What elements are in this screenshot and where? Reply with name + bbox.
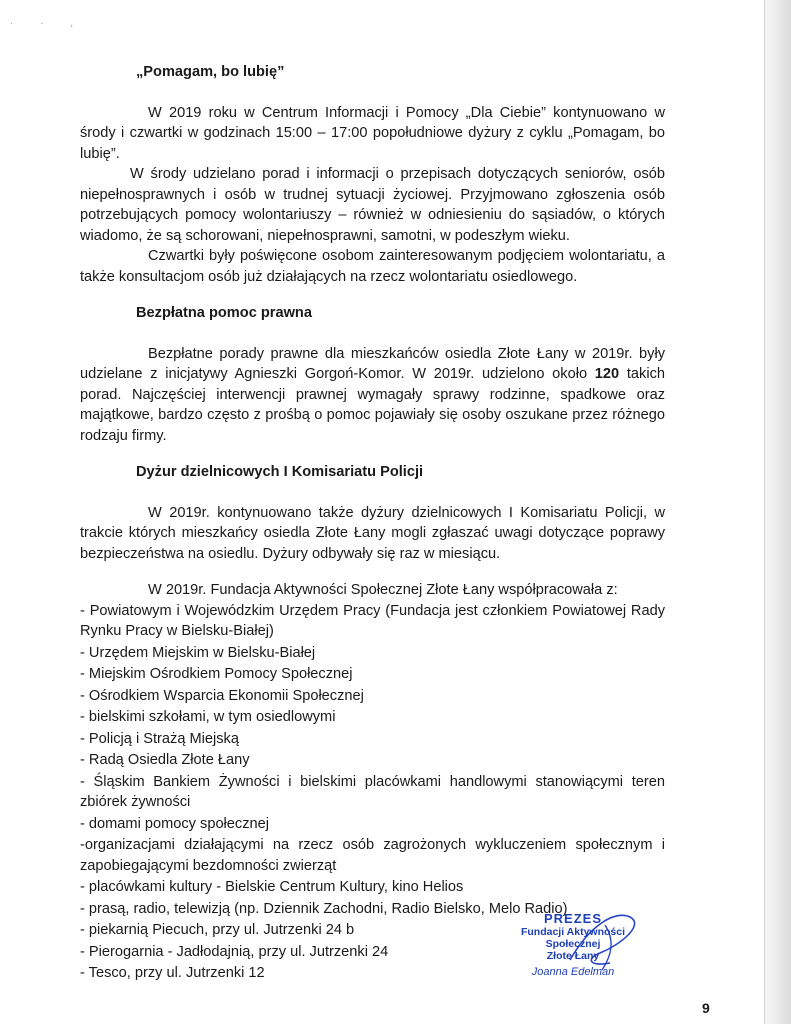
paragraph-legal-aid [80, 344, 665, 447]
cooperation-item: - Radą Osiedla Złote Łany [80, 752, 250, 768]
stamp-title: PREZES [543, 911, 602, 926]
cooperation-item: - Urzędem Miejskim w Bielsku-Białej [80, 644, 316, 661]
section-heading-pomagam: „Pomagam, bo lubię” [136, 64, 285, 80]
paragraph-pomagam-intro: W 2019 roku w Centrum Informacji i Pomocy „Dla Ciebie” kontynuowano w środy i czwartki w godzinach 15:00 – 17:00 popołudniowe dyżury z cyklu „Pomagam, bo lubię”. [80, 104, 665, 162]
scan-page-edge [764, 0, 791, 1024]
paragraph-police: W 2019r. kontynuowano także dyżury dzielnicowych I Komisariatu Policji, w trakcie których mieszkańcy osiedla Złote Łany mogli zgłaszać uwagi dotyczące poprawy bezpieczeństwa na osiedlu. Dyżury odbywały się raz w miesiącu. [80, 504, 665, 562]
cooperation-item: - Tesco, przy ul. Jutrzenki 12 [80, 965, 265, 981]
section-heading-legal-aid: Bezpłatna pomoc prawna [136, 305, 312, 321]
paragraph-thursdays: Czwartki były poświęcone osobom zainteresowanym podjęciem wolontariatu, a także konsultacjom osób już działających na rzecz wolontariatu osiedlowego. [80, 248, 665, 285]
section-heading-police: Dyżur dzielnicowych I Komisariatu Policji [136, 464, 424, 480]
cooperation-item: - piekarnią Piecuch, przy ul. Jutrzenki 24 b [80, 922, 355, 938]
cooperation-item: - Pierogarnia - Jadłodajnią, przy ul. Jutrzenki 24 [80, 943, 389, 960]
signature-stamp [498, 912, 648, 980]
cooperation-item: - bielskimi szkołami, w tym osiedlowymi [80, 709, 336, 725]
scan-artifact: · · , [10, 18, 85, 29]
cooperation-item: - Miejskim Ośrodkiem Pomocy Społecznej [80, 666, 353, 682]
document-body [80, 62, 665, 985]
cooperation-item: - Powiatowym i Wojewódzkim Urzędem Pracy (Fundacja jest członkiem Powiatowej Rady Rynku Pracy w Bielsku-Białej) [80, 602, 665, 639]
cooperation-item: - Policją i Strażą Miejską [80, 730, 239, 747]
stamp-org-line1: Fundacji Aktywności Społecznej [520, 926, 626, 950]
page-number: 9 [702, 1000, 710, 1016]
legal-aid-text-2: takich porad. Najczęściej interwencji prawnej wymagały sprawy rodzinne, spadkowe oraz majątkowe, bardzo często z prośbą o pomoc pojawiały się osoby oszukane przez różnego rodzaju firmy. [80, 366, 665, 444]
stamp-name: Joanna Edelman [531, 966, 615, 978]
cooperation-item: -organizacjami działającymi na rzecz osób zagrożonych wykluczeniem społecznym i zapobiegającymi bezdomności zwierząt [80, 837, 665, 874]
cooperation-item: - domami pomocy społecznej [80, 815, 269, 832]
cooperation-intro: W 2019r. Fundacja Aktywności Społecznej Złote Łany współpracowała z: [148, 582, 618, 598]
cooperation-item: - placówkami kultury - Bielskie Centrum Kultury, kino Helios [80, 879, 464, 895]
cooperation-item: - prasą, radio, telewizją (np. Dziennik Zachodni, Radio Bielsko, Melo Radio) [80, 900, 568, 917]
cooperation-item: - Ośrodkiem Wsparcia Ekonomii Społecznej [80, 687, 364, 704]
legal-aid-text-1: Bezpłatne porady prawne dla mieszkańców osiedla Złote Łany w 2019r. były udzielane z inicjatywy Agnieszki Gorgoń-Komor. W 2019r. udzielono około [80, 345, 665, 382]
cooperation-item: - Śląskim Bankiem Żywności i bielskimi placówkami handlowymi stanowiącymi teren zbiórek żywności [80, 773, 665, 810]
paragraph-wednesdays: W środy udzielano porad i informacji o przepisach dotyczących seniorów, osób niepełnosprawnych i osób w trudnej sytuacji życiowej. Przyjmowano zgłoszenia osób potrzebujących pomocy wolontariuszy – również w odniesieniu do sąsiadów, o których wiadomo, że są schorowani, niepełnosprawni, samotni, w podeszłym wieku. [80, 166, 665, 244]
legal-aid-count: 120 [594, 366, 620, 382]
stamp-org-line2: Złote Łany [546, 950, 600, 962]
